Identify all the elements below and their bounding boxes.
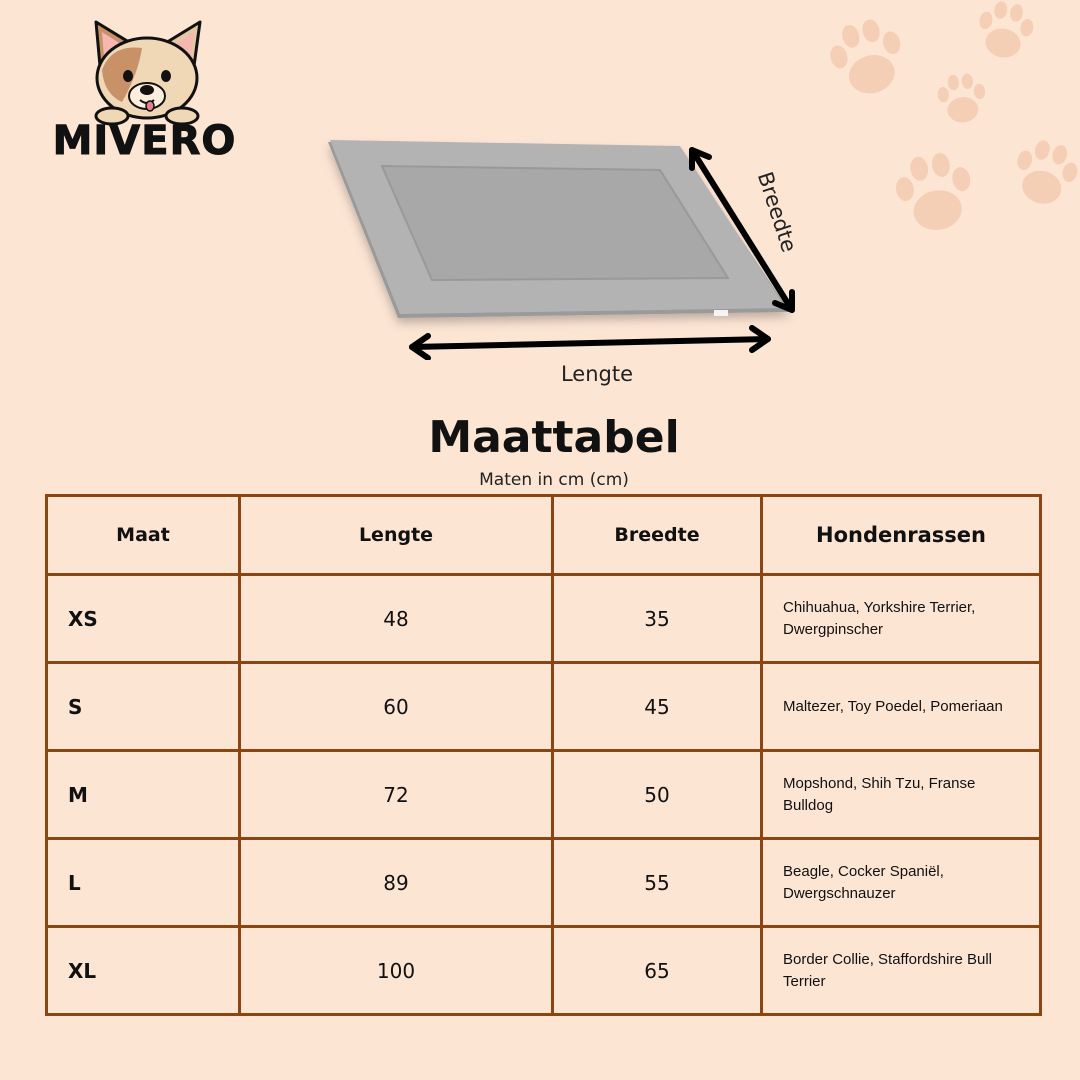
size-table — [45, 494, 1042, 1016]
width-cell: 50 — [553, 751, 762, 839]
paw-icon — [974, 0, 1037, 62]
breeds-cell: Maltezer, Toy Poedel, Pomeriaan — [762, 663, 1041, 751]
length-label: Lengte — [560, 362, 634, 386]
dog-logo-icon — [82, 14, 212, 126]
paw-icon — [936, 72, 988, 124]
size-cell: S — [47, 663, 240, 751]
width-cell: 55 — [553, 839, 762, 927]
width-label: Breedte — [752, 168, 802, 256]
length-cell: 89 — [240, 839, 553, 927]
table-row — [47, 927, 1041, 1015]
length-cell: 100 — [240, 927, 553, 1015]
length-cell: 72 — [240, 751, 553, 839]
table-header-row — [47, 496, 1041, 575]
length-cell: 60 — [240, 663, 553, 751]
brand-logo — [52, 14, 237, 164]
size-cell: M — [47, 751, 240, 839]
table-row — [47, 751, 1041, 839]
table-row — [47, 839, 1041, 927]
mat-illustration — [328, 140, 790, 318]
paw-icon — [891, 148, 978, 236]
width-cell: 35 — [553, 575, 762, 663]
page-subtitle: Maten in cm (cm) — [479, 470, 629, 490]
brand-name: MIVERO — [52, 118, 237, 164]
length-cell: 48 — [240, 575, 553, 663]
width-cell: 65 — [553, 927, 762, 1015]
product-diagram — [320, 130, 820, 360]
breeds-cell: Beagle, Cocker Spaniël, Dwergschnauzer — [762, 839, 1041, 927]
column-header-size: Maat — [47, 496, 240, 575]
breeds-cell: Mopshond, Shih Tzu, Franse Bulldog — [762, 751, 1041, 839]
breeds-cell: Border Collie, Staffordshire Bull Terrier — [762, 927, 1041, 1015]
column-header-breeds: Hondenrassen — [762, 496, 1041, 575]
table-row — [47, 663, 1041, 751]
size-cell: XS — [47, 575, 240, 663]
page-title: Maattabel — [428, 412, 680, 463]
size-cell: XL — [47, 927, 240, 1015]
breeds-cell: Chihuahua, Yorkshire Terrier, Dwergpinscher — [762, 575, 1041, 663]
paw-icon — [823, 13, 911, 101]
column-header-width: Breedte — [553, 496, 762, 575]
double-arrow-icon — [412, 328, 768, 358]
width-cell: 45 — [553, 663, 762, 751]
size-cell: L — [47, 839, 240, 927]
paw-icon — [1008, 135, 1080, 211]
table-row — [47, 575, 1041, 663]
column-header-length: Lengte — [240, 496, 553, 575]
